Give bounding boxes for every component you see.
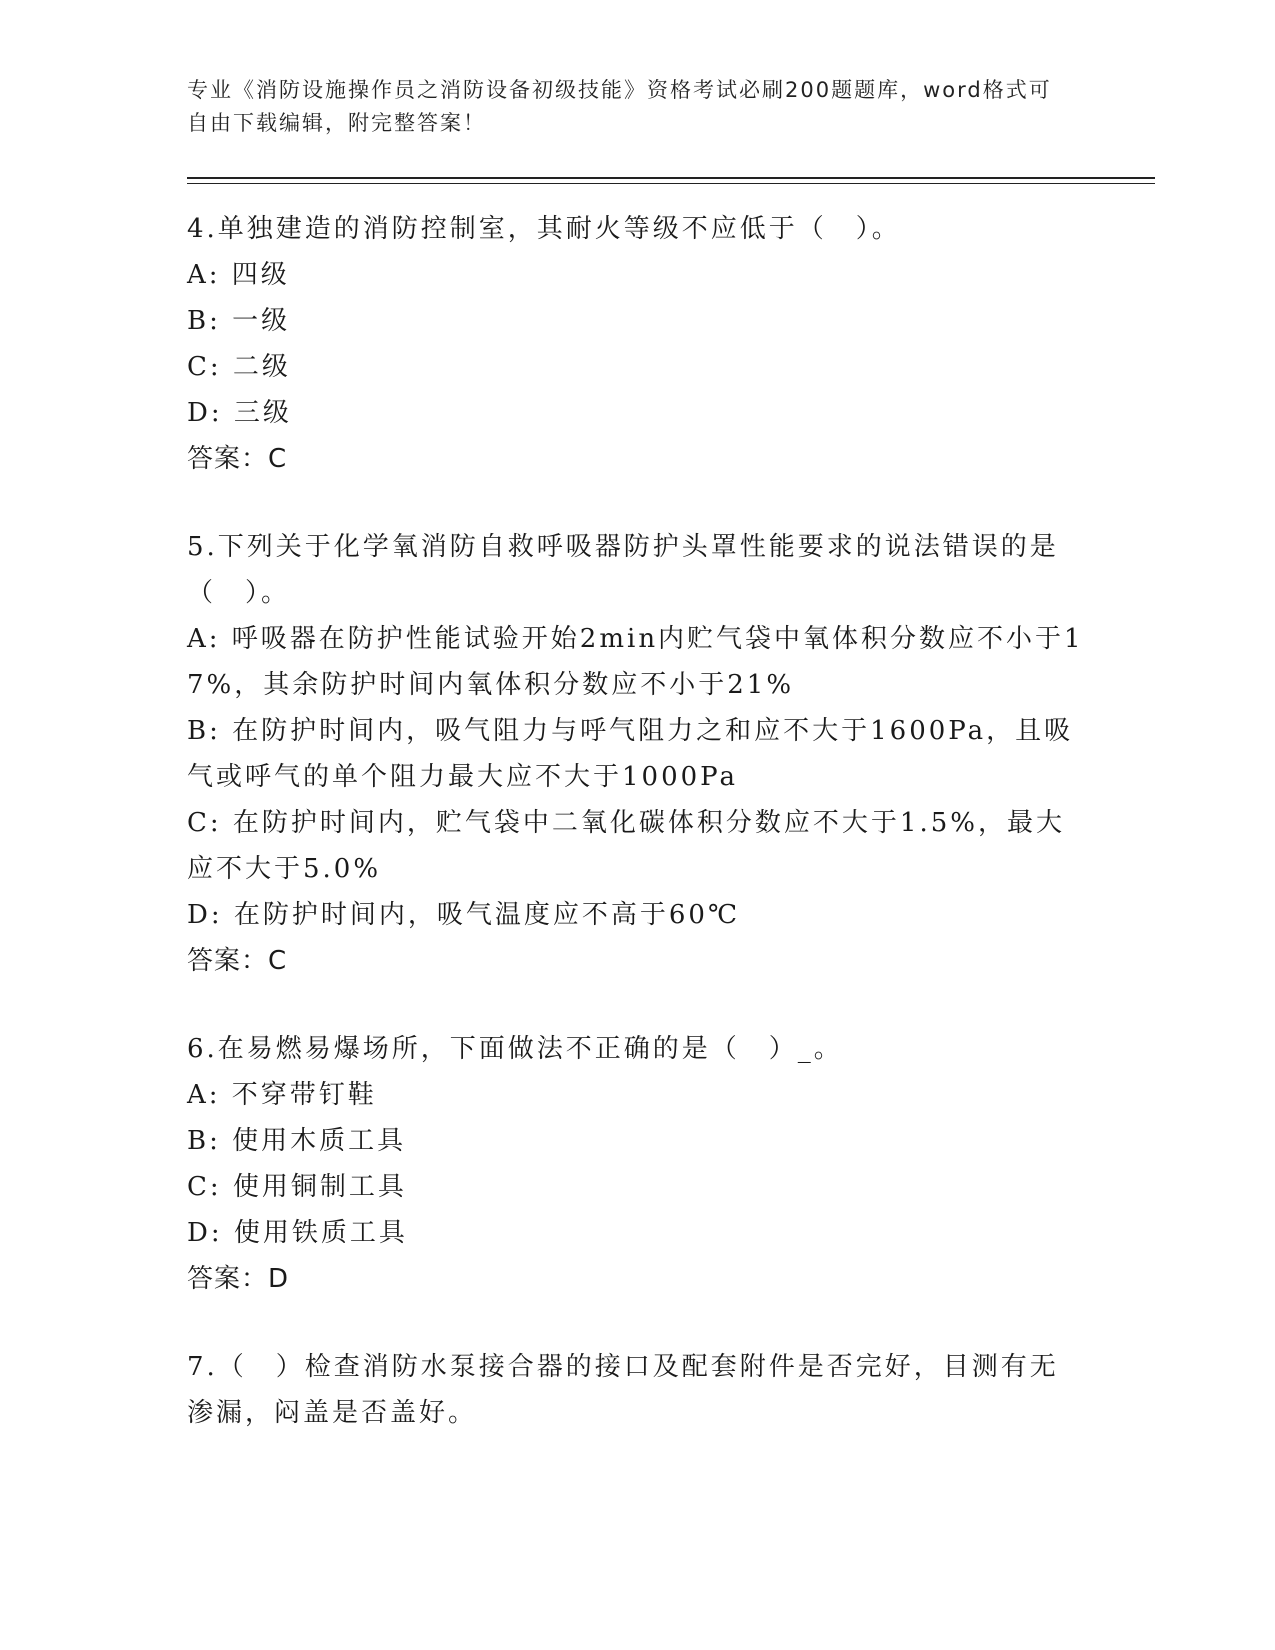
question-list <box>187 206 1087 1478</box>
header-divider-thin <box>187 183 1155 184</box>
option-d: D: 使用铁质工具 <box>187 1218 408 1248</box>
option-c: C: 使用铜制工具 <box>187 1172 407 1202</box>
option-a: A: 不穿带钉鞋 <box>187 1080 377 1110</box>
answer: 答案：C <box>187 444 288 474</box>
option-d: D: 在防护时间内，吸气温度应不高于60℃ <box>187 900 741 930</box>
option-a: A: 呼吸器在防护性能试验开始2min内贮气袋中氧体积分数应不小于17%，其余防护时间内氧体积分数应不小于21% <box>187 624 1084 700</box>
question-4 <box>187 206 1087 482</box>
question-stem: 4.单独建造的消防控制室，其耐火等级不应低于（ ）。 <box>187 214 901 244</box>
header-divider <box>187 177 1155 179</box>
question-stem: 6.在易燃易爆场所，下面做法不正确的是（ ）_。 <box>187 1034 843 1064</box>
option-b: B: 一级 <box>187 306 291 336</box>
question-stem: 7.（ ）检查消防水泵接合器的接口及配套附件是否完好，目测有无渗漏，闷盖是否盖好。 <box>187 1352 1059 1428</box>
option-b: B: 在防护时间内，吸气阻力与呼气阻力之和应不大于1600Pa，且吸气或呼气的单个阻力最大应不大于1000Pa <box>187 716 1074 792</box>
question-7 <box>187 1344 1087 1436</box>
option-c: C: 在防护时间内，贮气袋中二氧化碳体积分数应不大于1.5%，最大应不大于5.0% <box>187 808 1065 884</box>
document-header: 专业《消防设施操作员之消防设备初级技能》资格考试必刷200题题库，word格式可自由下载编辑，附完整答案！ <box>187 78 1052 135</box>
question-6 <box>187 1026 1087 1302</box>
answer: 答案：D <box>187 1264 290 1294</box>
question-5 <box>187 524 1087 984</box>
option-d: D: 三级 <box>187 398 292 428</box>
question-stem: 5.下列关于化学氧消防自救呼吸器防护头罩性能要求的说法错误的是（ ）。 <box>187 532 1059 608</box>
option-c: C: 二级 <box>187 352 291 382</box>
answer: 答案：C <box>187 946 288 976</box>
option-b: B: 使用木质工具 <box>187 1126 407 1156</box>
option-a: A: 四级 <box>187 260 290 290</box>
